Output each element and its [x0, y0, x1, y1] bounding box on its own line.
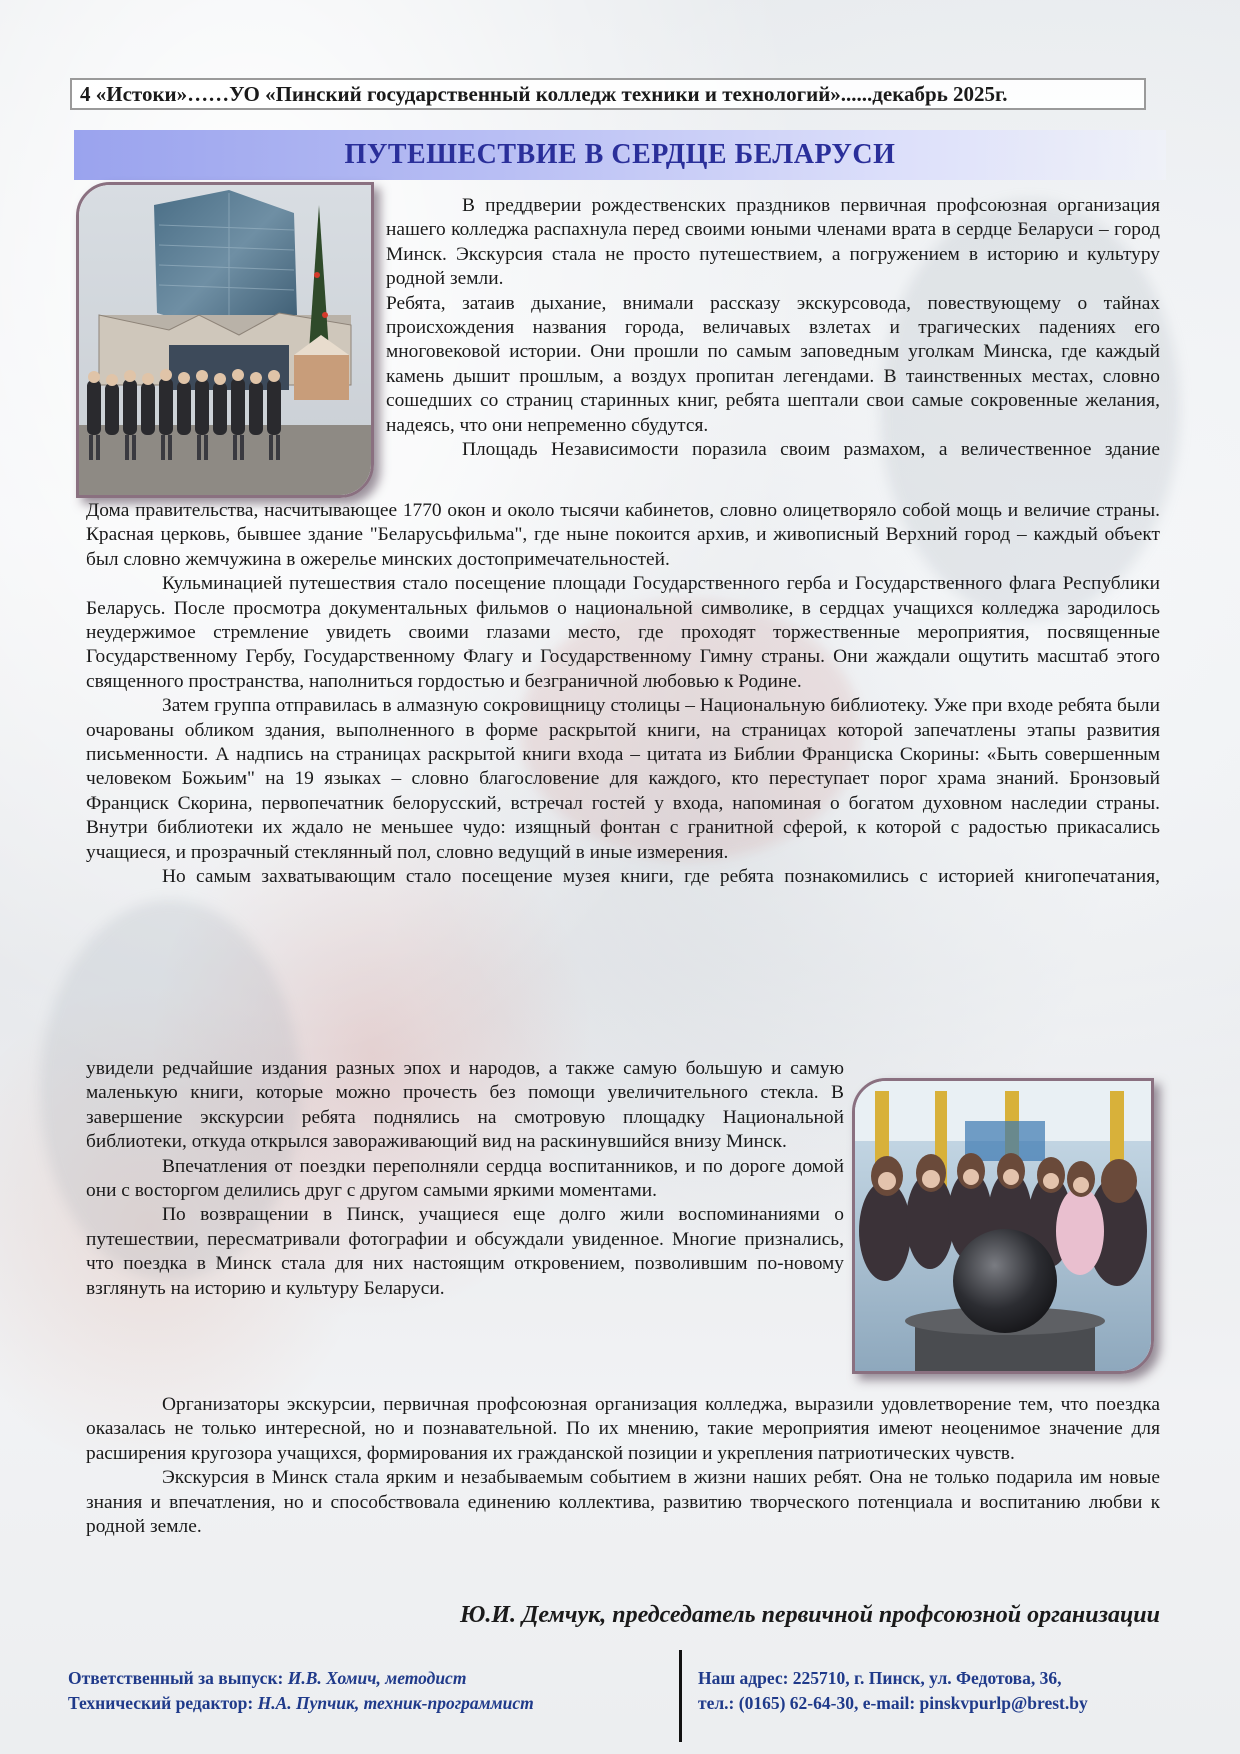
- footer-contacts: [698, 1666, 1218, 1716]
- editor-label: Технический редактор:: [68, 1693, 254, 1713]
- paragraph-intro: В преддверии рождественских праздников первичная профсоюзная организация нашего колледжа распахнула перед своими юными членами врата в сердце Беларуси – город Минск. Экскурсия стала не просто путешествием, а погружением в историю и культуру родной земли.: [386, 195, 1160, 290]
- paragraph-library: Затем группа отправилась в алмазную сокровищницу столицы – Национальную библиотеку. Уже при входе ребята были очарованы обликом здания, выполненного в форме раскрытой книги, на страницах которой запечатлены этапы развития письменности. А надпись на страницах раскрытой книги входа – цитата из Библии Франциска Скорины: «Быть совершенным человеком Божьим" на 19 языках – словно благословение для каждого, кто переступает порог храма знаний. Бронзовый Франциск Скорина, первопечатник белорусский, встречал гостей у входа, напоминая о богатом духовном наследии страны. Внутри библиотеки их ждало не меньшее чудо: изящный фонтан с гранитной сферой, к которой с радостью прикасались учащиеся, и прозрачный стеклянный пол, словно ведущий в иные измерения.: [86, 695, 1160, 863]
- editor-line: [68, 1691, 678, 1716]
- contacts-line: тел.: (0165) 62-64-30, e-mail: pinskvpurlp@brest.by: [698, 1693, 1088, 1713]
- paragraph-square-rest: Дома правительства, насчитывающее 1770 окон и около тысячи кабинетов, словно олицетворяло собой мощь и величие страны. Красная церковь, бывшее здание "Беларусьфильма", где ныне покоится архив, и живописный Верхний город – каждый объект был словно жемчужина в ожерелье минских достопримечательностей.: [86, 500, 1160, 570]
- responsible-value: И.В. Хомич, методист: [287, 1668, 467, 1688]
- article-title: ПУТЕШЕСТВИЕ В СЕРДЦЕ БЕЛАРУСИ: [74, 130, 1166, 180]
- issue-header: 4 «Истоки»……УО «Пинский государственный колледж техники и технологий»......декабрь 2025г.: [70, 78, 1146, 110]
- paragraph-square-start: Площадь Независимости поразила своим размахом, а величественное здание: [462, 439, 1160, 461]
- paragraph-impressions: Впечатления от поездки переполняли сердца воспитанников, и по дороге домой они с восторгом делились друг с другом самыми яркими моментами.: [86, 1155, 844, 1202]
- footer-divider: [679, 1650, 682, 1742]
- paragraph-organizers: Организаторы экскурсии, первичная профсоюзная организация колледжа, выразили удовлетворение тем, что поездка оказалась не только интересной, но и познавательной. По их мнению, такие мероприятия имеют неоценимое значение для расширения кругозора учащихся, формирования их гражданской позиции и укрепления патриотических чувств.: [86, 1394, 1160, 1464]
- paragraph-return: По возвращении в Пинск, учащиеся еще долго жили воспоминаниями о путешествии, пересматривали фотографии и обсуждали увиденное. Многие признались, что поездка в Минск стала для них настоящим откровением, позволившим по-новому взглянуть на историю и культуру Беларуси.: [86, 1204, 844, 1299]
- paragraph-flag-square: Кульминацией путешествия стало посещение площади Государственного герба и Государственного флага Республики Беларусь. После просмотра документальных фильмов о национальной символике, в сердцах учащихся колледжа зародилось неудержимое стремление увидеть своими глазами место, где проходят торжественные мероприятия, посвященные Государственному Гербу, Государственному Флагу и Государственному Гимну страны. Они жаждали ощутить масштаб этого священного пространства, наполниться гордостью и безграничной любовью к Родине.: [86, 573, 1160, 692]
- editor-value: Н.А. Пупчик, техник-программист: [257, 1693, 534, 1713]
- granite-sphere-photo: [852, 1078, 1154, 1374]
- responsible-line: [68, 1666, 678, 1691]
- footer-credits: [68, 1666, 678, 1716]
- library-exterior-photo: [76, 182, 374, 498]
- author-signature: Ю.И. Демчук, председатель первичной профсоюзной организации: [459, 1602, 1160, 1628]
- paragraph-conclusion: Экскурсия в Минск стала ярким и незабываемым событием в жизни наших ребят. Она не только подарила им новые знания и впечатления, но и способствовала единению коллектива, развитию творческого потенциала и воспитанию любви к родной земле.: [86, 1467, 1160, 1538]
- article-column-bottom: [86, 1393, 1160, 1539]
- address-line: Наш адрес: 225710, г. Пинск, ул. Федотова, 36,: [698, 1668, 1062, 1688]
- article-column-full: [86, 499, 1160, 890]
- article-column-left: [86, 1057, 844, 1301]
- paragraph-museum-rest: увидели редчайшие издания разных эпох и народов, а также самую большую и самую маленькую книги, которые можно прочесть без помощи увеличительного стекла. В завершение экскурсии ребята поднялись на смотровую площадку Национальной библиотеки, откуда открылся завораживающий вид на раскинувшийся внизу Минск.: [86, 1058, 844, 1153]
- article-column-right: [386, 194, 1160, 462]
- responsible-label: Ответственный за выпуск:: [68, 1668, 284, 1688]
- paragraph-guide: Ребята, затаив дыхание, внимали рассказу экскурсовода, повествующему о тайнах происхождения названия города, величавых взлетах и трагических падениях его многовековой истории. Они прошли по самым заповедным уголкам Минска, где каждый камень дышит прошлым, а воздух пропитан легендами. В таинственных местах, словно сошедших со страниц старинных книг, ребята шептали свои самые сокровенные желания, надеясь, что они непременно сбудутся.: [386, 292, 1160, 436]
- paragraph-museum-start: Но самым захватывающим стало посещение музея книги, где ребята познакомились с историей книгопечатания,: [162, 866, 1160, 888]
